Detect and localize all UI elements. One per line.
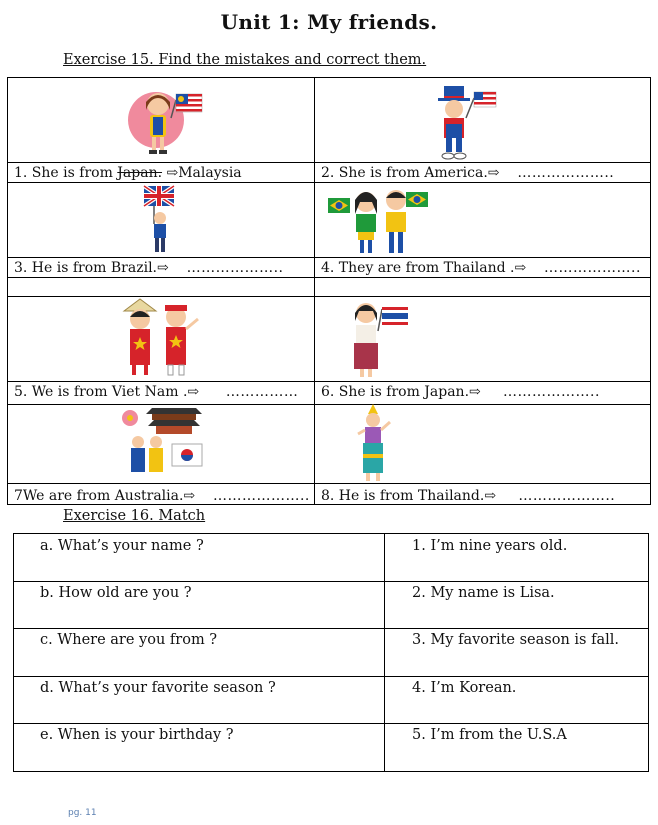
girl-thailand-flag-illustration [342,299,412,379]
arrow-icon: ⇨ [484,488,497,504]
question-b[interactable]: b. How old are you ? [40,585,192,601]
item-2-answer-blank[interactable]: ……………….. [517,165,615,181]
item-4-answer-blank[interactable]: ……………….. [544,260,641,276]
item-1-answer: Malaysia [178,165,242,181]
exercise-16-table [13,533,649,772]
arrow-icon: ⇨ [487,165,500,181]
row-divider [14,723,648,724]
item-3-text: 3. He is from Brazil. [14,260,158,276]
exercise-15-item-1 [14,165,242,182]
item-5-text: 5. We is from Viet Nam . [14,384,188,400]
page-number: pg. 11 [68,808,97,818]
item-6-answer-blank[interactable]: ……………….. [503,384,600,400]
row-divider [8,381,650,382]
item-7-answer-blank[interactable]: ……………….. [212,488,310,504]
question-a[interactable]: a. What’s your name ? [40,538,204,554]
column-divider [384,534,385,771]
exercise-15-item-2 [321,165,614,182]
girl-malaysia-flag-illustration [126,84,206,160]
row-divider [8,483,650,484]
exercise-15-item-7 [14,488,310,505]
item-8-text: 8. He is from Thailand. [321,488,485,504]
arrow-icon: ⇨ [183,488,196,504]
page-title: Unit 1: My friends. [220,10,438,34]
row-divider [8,277,650,278]
item-7-text: 7We are from Australia. [14,488,184,504]
exercise-15-item-6 [321,384,600,401]
exercise-15-table [7,77,651,505]
exercise-15-item-5 [14,384,298,401]
arrow-icon: ⇨ [166,165,179,181]
item-5-answer-blank[interactable]: …………… [225,384,299,400]
thai-dancer-illustration [348,404,398,482]
arrow-icon: ⇨ [157,260,169,276]
row-divider [14,581,648,582]
arrow-icon: ⇨ [469,384,481,400]
item-6-text: 6. She is from Japan. [321,384,470,400]
question-d[interactable]: d. What’s your favorite season ? [40,680,276,696]
boy-uk-flag-illustration [138,184,182,256]
answer-3[interactable]: 3. My favorite season is fall. [412,632,619,648]
arrow-icon: ⇨ [187,384,200,400]
row-divider [8,296,650,297]
row-divider [8,404,650,405]
arrow-icon: ⇨ [514,260,527,276]
row-divider [8,182,650,183]
kids-vietnam-illustration [116,297,202,379]
exercise-16-heading: Exercise 16. Match [63,508,206,524]
item-8-answer-blank[interactable]: ……………….. [518,488,616,504]
kids-brazil-flags-illustration [326,184,436,256]
question-c[interactable]: c. Where are you from ? [40,632,218,648]
exercise-15-heading: Exercise 15. Find the mistakes and correct them. [63,52,427,68]
exercise-15-item-3 [14,260,283,277]
row-divider [14,676,648,677]
item-3-answer-blank[interactable]: ……………….. [186,260,284,276]
row-divider [8,257,650,258]
boy-usa-flag-illustration [430,84,500,162]
answer-5[interactable]: 5. I’m from the U.S.A [412,727,567,743]
answer-2[interactable]: 2. My name is Lisa. [412,585,555,601]
item-1-prefix: 1. She is from [14,165,118,181]
answer-1[interactable]: 1. I’m nine years old. [412,538,568,554]
question-e[interactable]: e. When is your birthday ? [40,727,234,743]
item-4-text: 4. They are from Thailand . [321,260,515,276]
column-divider [314,78,315,504]
row-divider [8,162,650,163]
answer-4[interactable]: 4. I’m Korean. [412,680,517,696]
exercise-15-item-4 [321,260,641,277]
row-divider [14,628,648,629]
item-1-struck-word: Japan. [117,165,163,181]
item-2-text: 2. She is from America. [321,165,488,181]
exercise-15-item-8 [321,488,615,505]
korea-illustration [116,404,208,482]
